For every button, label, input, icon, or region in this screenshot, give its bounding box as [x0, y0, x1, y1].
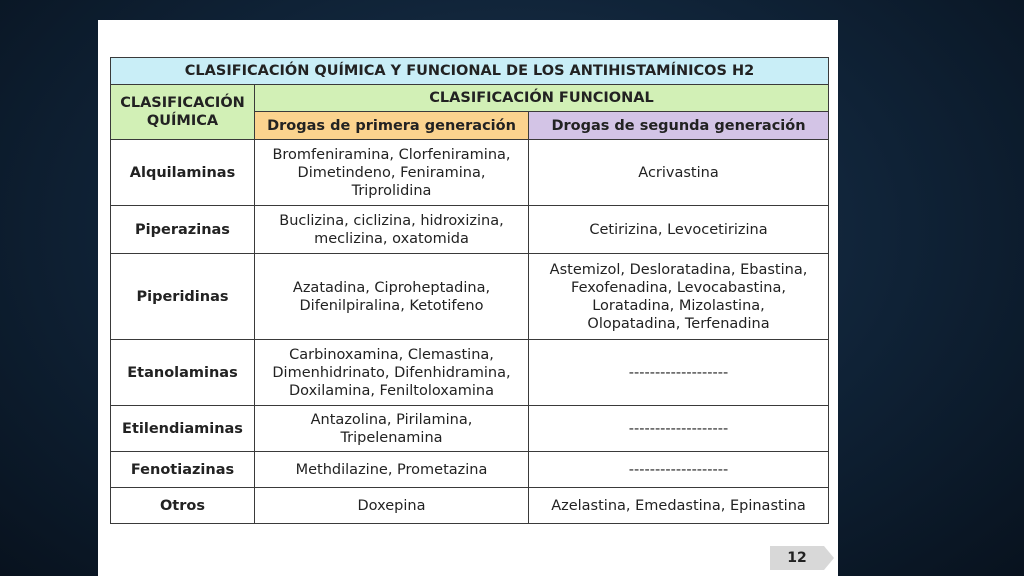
drug-list-line: Antazolina, Pirilamina,: [310, 411, 473, 428]
functional-classification-header: CLASIFICACIÓN FUNCIONAL: [255, 85, 829, 112]
row-label: Piperazinas: [111, 206, 255, 254]
drug-list-line: Bromfeniramina, Clorfeniramina,: [272, 146, 511, 163]
drug-list-line: Tripelenamina: [340, 429, 443, 446]
drug-list-line: Cetirizina, Levocetirizina: [589, 221, 768, 238]
drug-list-line: Olopatadina, Terfenadina: [587, 315, 770, 332]
second-generation-cell: [529, 488, 829, 524]
table-row: [111, 340, 829, 406]
antihistamine-classification-table: [110, 57, 829, 524]
first-generation-cell: [255, 140, 529, 206]
drug-list-line: Buclizina, ciclizina, hidroxizina,: [279, 212, 504, 229]
table-row: [111, 452, 829, 488]
row-label: Piperidinas: [111, 254, 255, 340]
drug-list-line: Astemizol, Desloratadina, Ebastina,: [549, 261, 808, 278]
table-row: [111, 254, 829, 340]
table-row: [111, 206, 829, 254]
second-generation-cell: [529, 340, 829, 406]
drug-list-line: Acrivastina: [638, 164, 719, 181]
table-row: [111, 140, 829, 206]
row-label: Etanolaminas: [111, 340, 255, 406]
first-generation-cell: [255, 254, 529, 340]
slide: [98, 20, 838, 576]
second-generation-cell: [529, 452, 829, 488]
first-generation-cell: [255, 452, 529, 488]
drug-list-line: Doxepina: [357, 497, 426, 514]
drug-list-line: Carbinoxamina, Clemastina,: [289, 346, 494, 363]
table-title: CLASIFICACIÓN QUÍMICA Y FUNCIONAL DE LOS ANTIHISTAMÍNICOS H2: [111, 58, 829, 85]
drug-list-line: Azelastina, Emedastina, Epinastina: [551, 497, 806, 514]
page-number: 12: [770, 546, 824, 570]
drug-list-line: Azatadina, Ciproheptadina,: [292, 279, 491, 296]
second-generation-header: Drogas de segunda generación: [529, 112, 829, 140]
row-label: Alquilaminas: [111, 140, 255, 206]
chem-header-line-1: CLASIFICACIÓN: [120, 95, 245, 111]
drug-list-line: Loratadina, Mizolastina,: [592, 297, 765, 314]
table-row: [111, 406, 829, 452]
second-generation-cell: [529, 206, 829, 254]
row-label: Etilendiaminas: [111, 406, 255, 452]
row-label: Otros: [111, 488, 255, 524]
chemical-classification-header: [111, 85, 255, 140]
drug-list-line: Dimenhidrinato, Difenhidramina,: [272, 364, 511, 381]
row-label: Fenotiazinas: [111, 452, 255, 488]
drug-list-line: -------------------: [628, 364, 729, 381]
first-generation-header: Drogas de primera generación: [255, 112, 529, 140]
first-generation-cell: [255, 206, 529, 254]
drug-list-line: Dimetindeno, Feniramina,: [297, 164, 486, 181]
chem-header-line-2: QUÍMICA: [146, 113, 219, 129]
second-generation-cell: [529, 140, 829, 206]
first-generation-cell: [255, 406, 529, 452]
drug-list-line: meclizina, oxatomida: [314, 230, 469, 247]
table-row: [111, 488, 829, 524]
drug-list-line: -------------------: [628, 420, 729, 437]
second-generation-cell: [529, 254, 829, 340]
drug-list-line: Methdilazine, Prometazina: [295, 461, 488, 478]
drug-list-line: Fexofenadina, Levocabastina,: [571, 279, 786, 296]
drug-list-line: Difenilpiralina, Ketotifeno: [299, 297, 484, 314]
first-generation-cell: [255, 340, 529, 406]
drug-list-line: Triprolidina: [351, 182, 432, 199]
second-generation-cell: [529, 406, 829, 452]
first-generation-cell: [255, 488, 529, 524]
drug-list-line: Doxilamina, Feniltoloxamina: [289, 382, 494, 399]
drug-list-line: -------------------: [628, 461, 729, 478]
